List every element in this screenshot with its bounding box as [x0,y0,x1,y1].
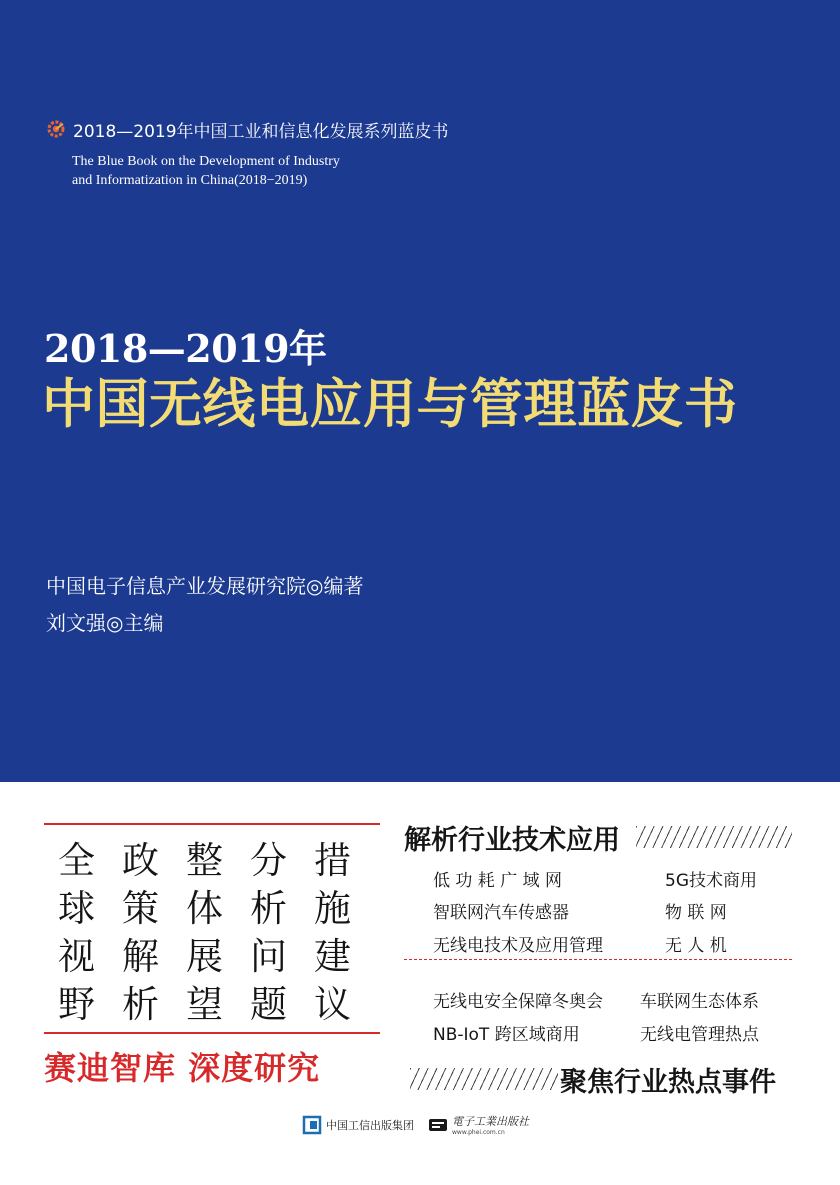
grid-char: 望 [186,983,223,1026]
chief-editor-line: 刘文强◎主编 [46,611,164,635]
grid-char: 政 [122,839,159,882]
grid-char: 视 [58,935,95,978]
tech-row [433,927,793,960]
editor-line: 中国电子信息产业发展研究院◎编著 [46,574,364,598]
hot-item: NB-IoT 跨区域商用 [433,1025,580,1045]
hot-section-heading: 聚焦行业热点事件 [560,1067,776,1098]
grid-char: 展 [186,935,223,978]
gear-logo-icon [47,120,65,138]
publisher-house-name: 電子工業出版社 [452,1115,529,1128]
grid-char: 析 [250,887,287,930]
publisher-house-url: www.phei.com.cn [452,1129,505,1136]
grid-char: 解 [122,935,159,978]
tech-item: 物 联 网 [665,903,727,924]
english-title-line-1: The Blue Book on the Development of Industry [72,154,340,169]
grid-char: 球 [58,887,95,930]
year-title: 2018—2019年 [44,326,327,371]
grid-top-rule [44,823,380,825]
grid-char: 题 [250,983,287,1026]
grid-char: 问 [250,935,287,978]
grid-char: 分 [250,839,287,882]
feature-grid-row [58,934,378,982]
feature-grid-row [58,838,378,886]
series-header [47,116,449,142]
hot-item: 车联网生态体系 [640,992,759,1012]
section-divider [404,959,792,960]
tech-item: 无线电技术及应用管理 [433,935,603,956]
english-title-line-2: and Informatization in China(2018−2019) [72,173,308,188]
grid-char: 全 [58,839,95,882]
grid-char: 施 [314,887,351,930]
tech-item: 5G技术商用 [665,870,757,891]
tech-row [433,862,793,895]
publisher-group-name: 中国工信出版集团 [326,1118,414,1132]
grid-char: 措 [314,839,351,882]
tech-item: 智联网汽车传感器 [433,903,569,924]
grid-char: 策 [122,887,159,930]
hot-row [433,983,793,1016]
hatch-decoration [636,826,792,848]
slogan: 赛迪智库 深度研究 [44,1049,321,1087]
hot-item: 无线电安全保障冬奥会 [433,992,603,1012]
hatch-decoration [410,1068,558,1090]
tech-row [433,895,793,928]
tech-list [433,862,793,960]
hot-row [433,1016,793,1049]
feature-grid-row [58,982,378,1030]
tech-item: 无 人 机 [665,935,727,956]
publisher-bar [302,1113,529,1136]
feature-grid [58,838,378,1030]
grid-char: 析 [122,983,159,1026]
hot-list [433,983,793,1049]
grid-char: 体 [186,887,223,930]
main-title: 中国无线电应用与管理蓝皮书 [42,374,738,435]
grid-char: 整 [186,839,223,882]
publisher-group-logo-icon [302,1115,322,1135]
grid-bottom-rule [44,1032,380,1034]
series-title: 2018—2019年中国工业和信息化发展系列蓝皮书 [73,121,449,142]
phei-logo-icon [428,1115,448,1135]
hot-item: 无线电管理热点 [640,1025,759,1045]
feature-grid-row [58,886,378,934]
tech-heading-text: 解析行业技术应用 [404,825,620,856]
grid-char: 建 [314,935,351,978]
english-title [72,152,340,190]
tech-section-heading [404,818,620,857]
grid-char: 议 [314,983,351,1026]
grid-char: 野 [58,983,95,1026]
publisher-house [452,1113,529,1136]
tech-item: 低 功 耗 广 域 网 [433,870,563,891]
